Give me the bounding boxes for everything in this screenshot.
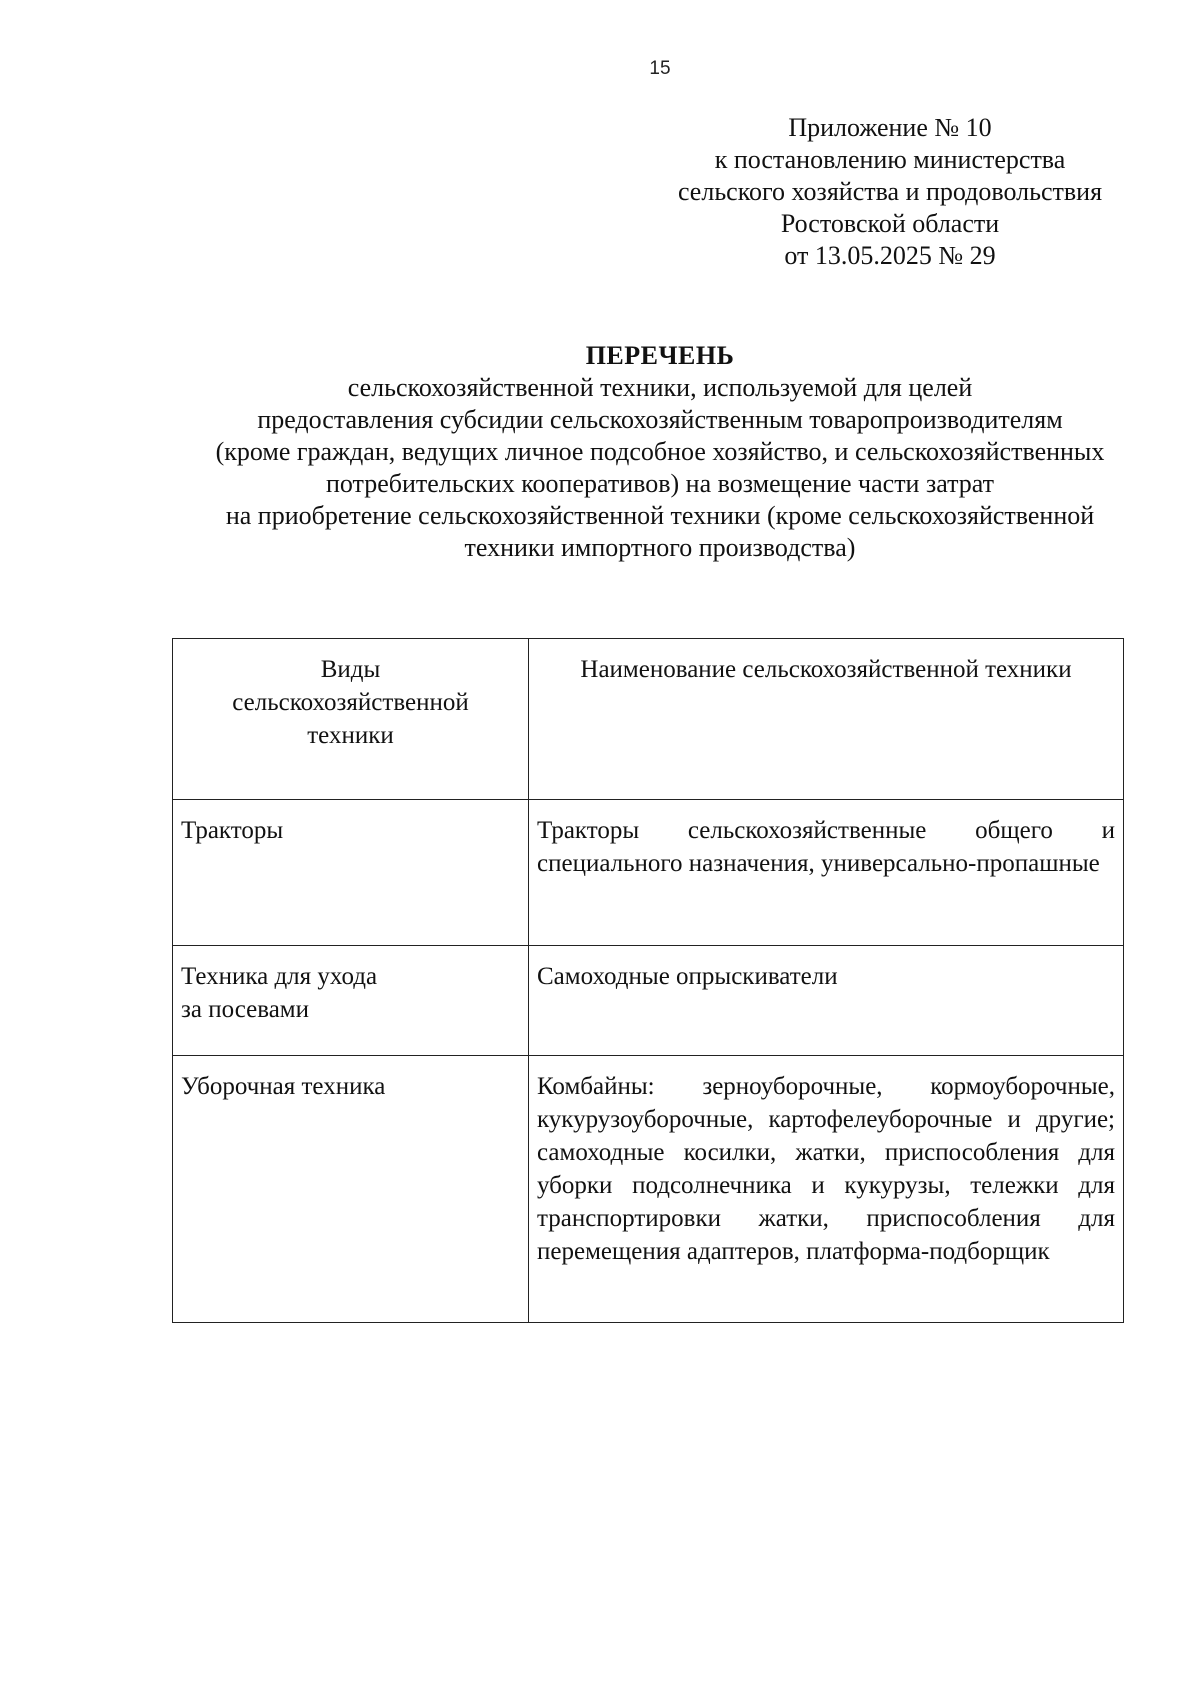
table-header-row xyxy=(173,639,1124,800)
heading-line: (кроме граждан, ведущих личное подсобное хозяйство, и сельскохозяйственных xyxy=(215,437,1105,466)
document-heading xyxy=(120,340,1200,564)
page-number: 15 xyxy=(649,58,671,79)
document-title: ПЕРЕЧЕНЬ xyxy=(585,341,735,370)
heading-line: сельскохозяйственной техники, используемой для целей xyxy=(347,373,973,402)
appendix-date: от 13.05.2025 № 29 xyxy=(784,241,996,270)
heading-line: техники импортного производства) xyxy=(464,533,856,562)
row-equipment-type xyxy=(173,946,529,1056)
type-line: за посевами xyxy=(181,996,309,1023)
type-line: Тракторы xyxy=(181,817,284,844)
heading-line: потребительских кооперативов) на возмещение части затрат xyxy=(325,469,995,498)
heading-line: на приобретение сельскохозяйственной техники (кроме сельскохозяйственной xyxy=(225,501,1095,530)
type-line: Техника для ухода xyxy=(181,963,378,990)
table-row xyxy=(173,946,1124,1056)
header-type-line: техники xyxy=(307,722,394,749)
type-line: Уборочная техника xyxy=(181,1073,386,1100)
appendix-ministry: сельского хозяйства и продовольствия xyxy=(677,177,1103,206)
appendix-resolution: к постановлению министерства xyxy=(714,145,1066,174)
appendix-block xyxy=(600,112,1180,272)
row-equipment-type xyxy=(173,1056,529,1323)
header-equipment-name: Наименование сельскохозяйственной техники xyxy=(529,639,1124,800)
header-type-line: Виды xyxy=(320,656,381,683)
appendix-region: Ростовской области xyxy=(780,209,1000,238)
row-equipment-type xyxy=(173,800,529,946)
row-equipment-name: Комбайны: зерноуборочные, кормоуборочные, кукурузоуборочные, картофелеуборочные и другие; самоходные косилки, жатки, приспособления для уборки подсолнечника и кукурузы, тележки для транспортировки жатки, приспособления для перемещения адаптеров, платформа-подборщик xyxy=(529,1056,1124,1323)
heading-line: предоставления субсидии сельскохозяйственным товаропроизводителям xyxy=(257,405,1063,434)
table-row xyxy=(173,1056,1124,1323)
table-row xyxy=(173,800,1124,946)
header-type-line: сельскохозяйственной xyxy=(232,689,469,716)
header-equipment-type xyxy=(173,639,529,800)
appendix-number: Приложение № 10 xyxy=(788,113,992,142)
row-equipment-name: Тракторы сельскохозяйственные общего и специального назначения, универсально-пропашные xyxy=(529,800,1124,946)
row-equipment-name: Самоходные опрыскиватели xyxy=(529,946,1124,1056)
equipment-table xyxy=(172,638,1124,1323)
